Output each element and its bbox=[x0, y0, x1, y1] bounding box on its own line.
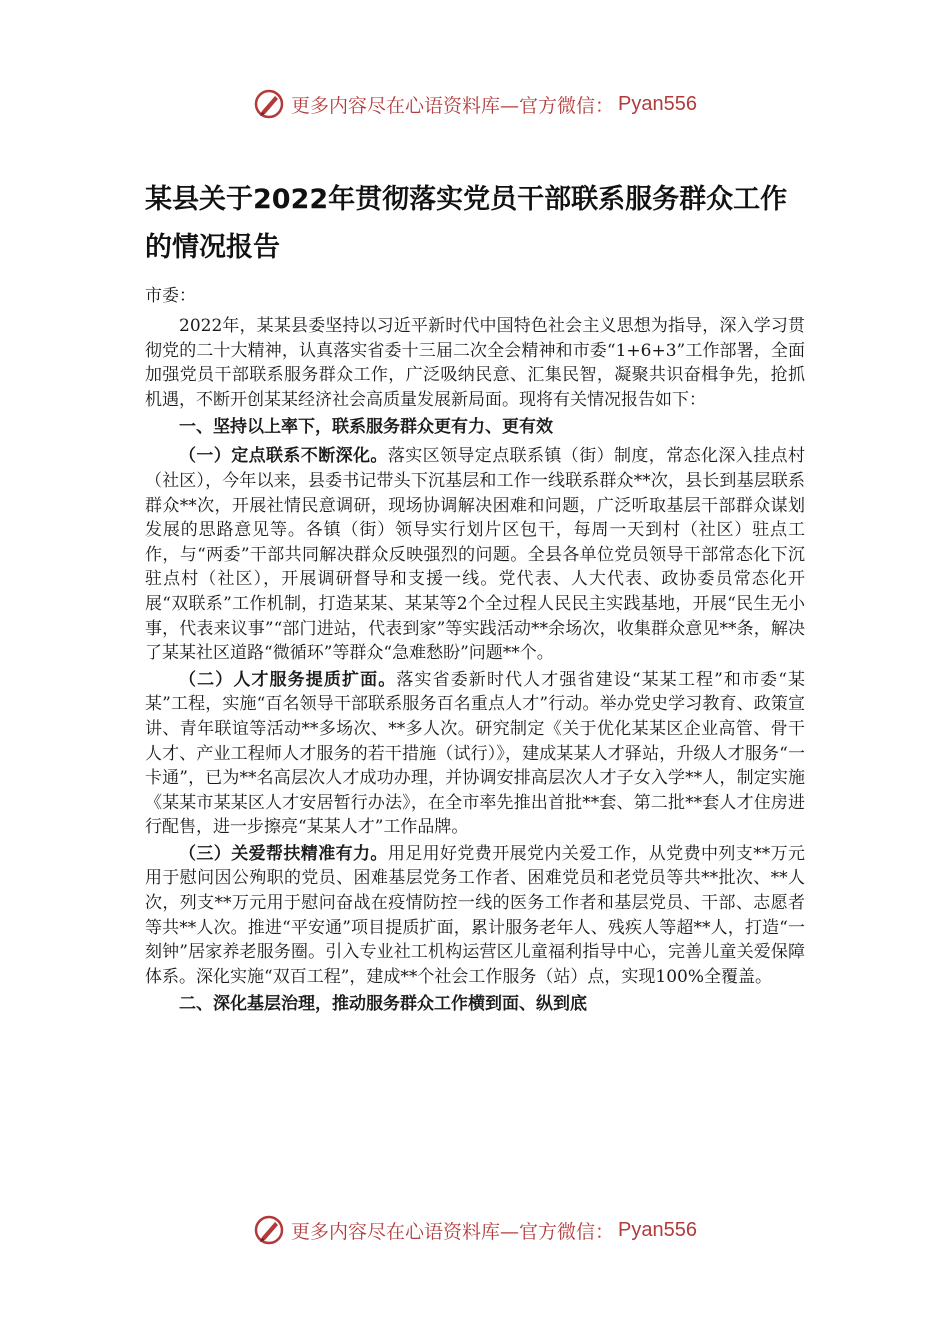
banner-wechat-id: Pyan556 bbox=[618, 92, 697, 115]
section1-item-2 bbox=[145, 668, 805, 840]
section-heading-2: 二、深化基层治理，推动服务群众工作横到面、纵到底 bbox=[179, 994, 587, 1015]
document-title: 某县关于2022年贯彻落实党员干部联系服务群众工作的情况报告 bbox=[145, 184, 788, 263]
header-banner bbox=[0, 84, 950, 124]
item-lead: （三）关爱帮扶精准有力。 bbox=[179, 843, 388, 864]
pen-logo-icon bbox=[253, 88, 285, 120]
section1-item-1 bbox=[145, 444, 805, 665]
intro-paragraph: 2022年，某某县委坚持以习近平新时代中国特色社会主义思想为指导，深入学习贯彻党的二十大精神，认真落实省委十三届二次全会精神和市委“1+6+3”工作部署，全面加强党员干部联系服务群众工作，广泛吸纳民意、汇集民智，凝聚共识奋楫争先，抢抓机遇，不断开创某某经济社会高质量发展新局面。现将有关情况报告如下： bbox=[145, 316, 805, 410]
salutation: 市委： bbox=[145, 286, 196, 306]
banner-text: 更多内容尽在心语资料库—官方微信： bbox=[291, 94, 615, 117]
item-lead: （二）人才服务提质扩面。 bbox=[179, 669, 397, 690]
banner-text: 更多内容尽在心语资料库—官方微信： bbox=[291, 1220, 615, 1243]
pen-logo-icon bbox=[253, 1214, 285, 1246]
item-text: 用足用好党费开展党内关爱工作，从党费中列支**万元用于慰问因公殉职的党员、困难基层党务工作者、困难党员和老党员等共**批次、**人次，列支**万元用于慰问奋战在疫情防控一线的医务工作者和基层党员、干部、志愿者等共**人次。推进“平安通”项目提质扩面，累计服务老年人、残疾人等超**人，打造“一刻钟”居家养老服务圈。引入专业社工机构运营区儿童福利指导中心，完善儿童关爱保障体系。深化实施“双百工程”，建成**个社会工作服务（站）点，实现100%全覆盖。 bbox=[145, 843, 806, 987]
section-heading-1: 一、坚持以上率下，联系服务群众更有力、更有效 bbox=[179, 417, 553, 438]
item-text: 落实省委新时代人才强省建设“某某工程”和市委“某某”工程，实施“百名领导干部联系服务百名重点人才”行动。举办党史学习教育、政策宣讲、青年联谊等活动**多场次、**多人次。研究制定《关于优化某某区企业高管、骨干人才、产业工程师人才服务的若干措施（试行）》，建成某某人才驿站，升级人才服务“一卡通”，已为**名高层次人才成功办理，并协调安排高层次人才子女入学**人，制定实施《某某市某某区人才安居暂行办法》，在全市率先推出首批**套、第二批**套人才住房进行配售，进一步擦亮“某某人才”工作品牌。 bbox=[145, 669, 806, 838]
item-text: 落实区领导定点联系镇（街）制度，常态化深入挂点村（社区），今年以来，县委书记带头下沉基层和工作一线联系群众**次，县长到基层联系群众**次，开展社情民意调研，现场协调解决困难和问题，广泛听取基层干部群众谋划发展的思路意见等。各镇（街）领导实行划片区包干，每周一天到村（社区）驻点工作，与“两委”干部共同解决群众反映强烈的问题。全县各单位党员领导干部常态化下沉驻点村（社区），开展调研督导和支援一线。党代表、人大代表、政协委员常态化开展“双联系”工作机制，打造某某、某某等2个全过程人民民主实践基地，开展“民生无小事，代表来议事”“部门进站，代表到家”等实践活动**余场次，收集群众意见**条，解决了某某社区道路“微循环”等群众“急难愁盼”问题**个。 bbox=[145, 446, 806, 664]
document-body bbox=[145, 314, 805, 1021]
section1-item-3 bbox=[145, 842, 805, 990]
banner-wechat-id: Pyan556 bbox=[618, 1218, 697, 1241]
footer-banner bbox=[0, 1210, 950, 1250]
item-lead: （一）定点联系不断深化。 bbox=[179, 446, 388, 467]
